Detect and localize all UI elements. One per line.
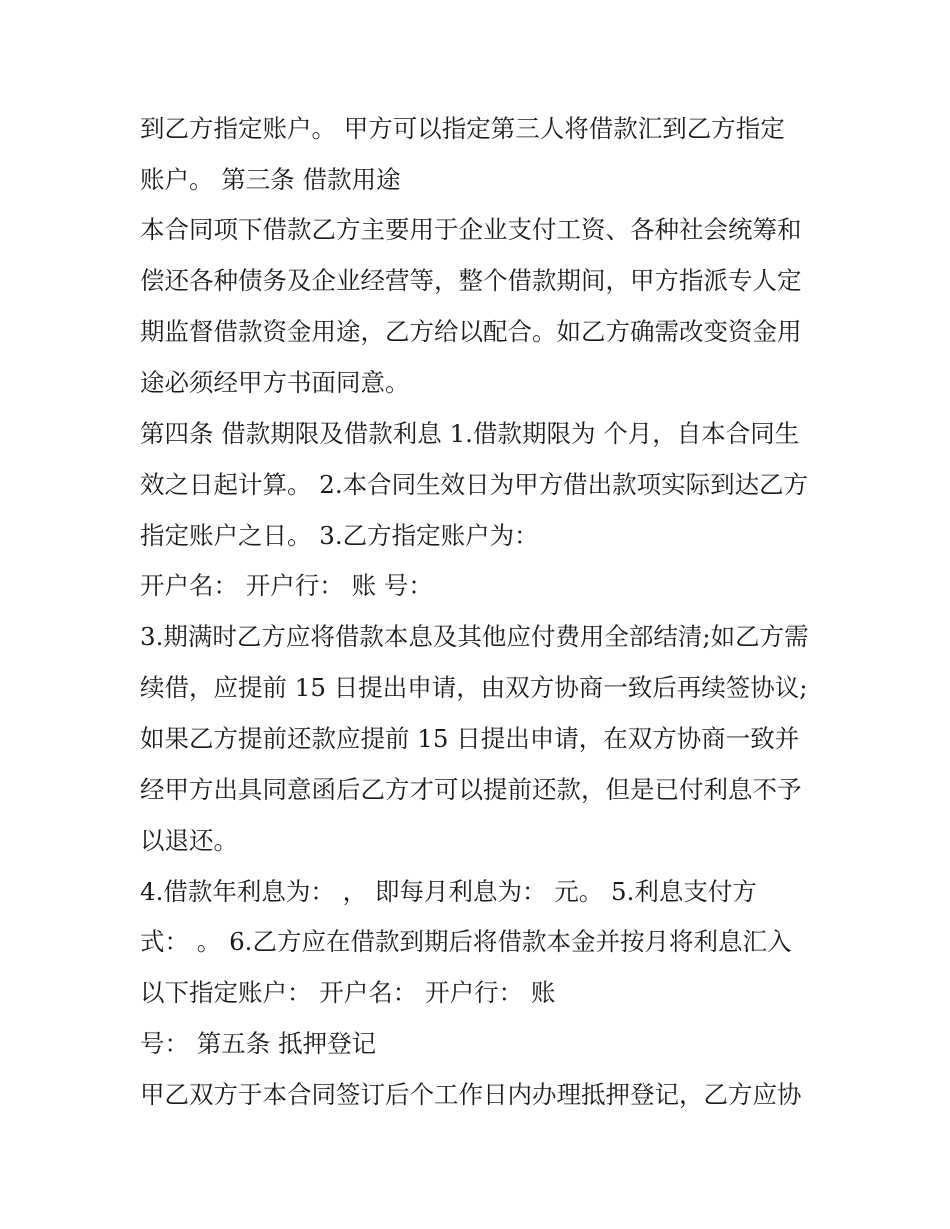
text-line: 账户。 第三条 借款用途 bbox=[140, 165, 401, 194]
text-line: 如果乙方提前还款应提前 15 日提出申请，在双方协商一致并 bbox=[140, 724, 800, 753]
text-line: 4.借款年利息为： ， 即每月利息为： 元。 5.利息支付方 bbox=[140, 877, 757, 906]
text-line: 续借，应提前 15 日提出申请，由双方协商一致后再续签协议; bbox=[140, 673, 808, 702]
text-line: 开户名： 开户行： 账 号： bbox=[140, 571, 433, 600]
text-line: 以退还。 bbox=[140, 826, 238, 855]
text-line: 本合同项下借款乙方主要用于企业支付工资、各种社会统筹和 bbox=[140, 215, 802, 244]
text-line: 第四条 借款期限及借款利息 1.借款期限为 个月，自本合同生 bbox=[140, 419, 800, 448]
text-line: 指定账户之日。 3.乙方指定账户为： bbox=[140, 521, 539, 550]
text-line: 甲乙双方于本合同签订后个工作日内办理抵押登记，乙方应协 bbox=[140, 1080, 802, 1109]
text-line: 途必须经甲方书面同意。 bbox=[140, 368, 410, 397]
text-line: 到乙方指定账户。 甲方可以指定第三人将借款汇到乙方指定 bbox=[140, 114, 785, 143]
text-line: 式： 。 6.乙方应在借款到期后将借款本金并按月将利息汇入 bbox=[140, 927, 792, 956]
text-line: 3.期满时乙方应将借款本息及其他应付费用全部结清;如乙方需 bbox=[140, 622, 809, 651]
text-line: 效之日起计算。 2.本合同生效日为甲方借出款项实际到达乙方 bbox=[140, 470, 809, 499]
text-line: 号： 第五条 抵押登记 bbox=[140, 1029, 377, 1058]
text-line: 期监督借款资金用途，乙方给以配合。如乙方确需改变资金用 bbox=[140, 317, 802, 346]
text-line: 经甲方出具同意函后乙方才可以提前还款，但是已付利息不予 bbox=[140, 775, 802, 804]
text-line: 以下指定账户： 开户名： 开户行： 账 bbox=[140, 978, 556, 1007]
text-line: 偿还各种债务及企业经营等，整个借款期间，甲方指派专人定 bbox=[140, 266, 802, 295]
